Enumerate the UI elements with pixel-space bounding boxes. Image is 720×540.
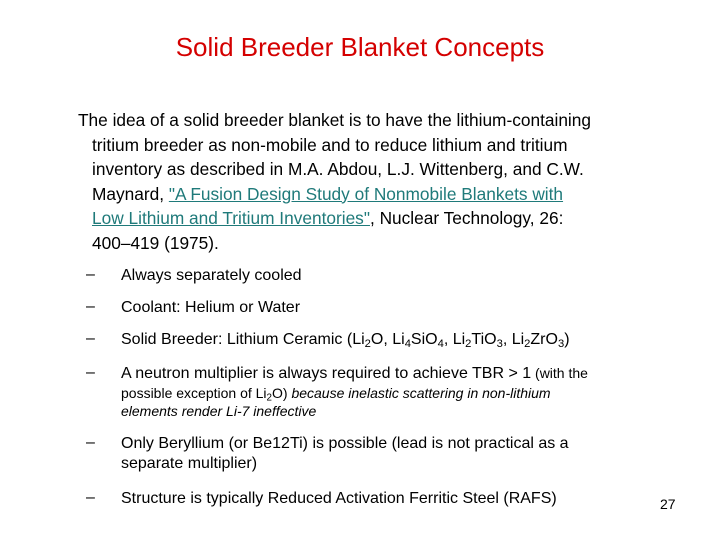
intro-line-3: inventory as described in M.A. Abdou, L.J. Wittenberg, and C.W.	[92, 159, 584, 179]
intro-paragraph	[78, 108, 688, 255]
bullet-text: Structure is typically Reduced Activation Ferritic Steel (RAFS)	[121, 490, 557, 507]
intro-line-6: 400–419 (1975).	[92, 232, 219, 253]
intro-line-4-text: Maynard,	[92, 183, 169, 204]
reference-link-part-1[interactable]: "A Fusion Design Study of Nonmobile Blankets with	[168, 183, 564, 204]
bullet-text: Solid Breeder: Lithium Ceramic ($Li_2O$, $Li_4SiO_4$, $Li_2TiO_3$, $Li_2ZrO_3$)	[121, 331, 570, 350]
bullet-text: Coolant: Helium or Water	[121, 299, 301, 316]
bullet-text: A neutron multiplier is always required to achieve TBR > 1 (with the possible exception of $Li_2O$) because inelastic scattering in non-lithium elements render Li-7 ineffective	[121, 365, 588, 419]
slide-title: Solid Breeder Blanket Concepts	[175, 32, 545, 62]
bullet-text: Only Beryllium (or Be12Ti) is possible (lead is not practical as a separate multiplier)	[121, 435, 569, 472]
bullet-text: Always separately cooled	[121, 267, 302, 284]
page-number: 27	[660, 496, 676, 512]
intro-line-5-text: , Nuclear Technology, 26:	[369, 208, 564, 228]
bullet-dash: –	[86, 434, 95, 451]
intro-line-1: The idea of a solid breeder blanket is to have the lithium-containing	[78, 110, 591, 130]
intro-line-4	[78, 182, 688, 207]
bullet-dash: –	[86, 266, 95, 283]
intro-line-2: tritium breeder as non-mobile and to reduce lithium and tritium	[92, 134, 568, 155]
bullet-dash: –	[86, 298, 95, 315]
intro-line-5	[78, 206, 688, 231]
bullet-dash: –	[86, 489, 95, 506]
bullet-dash: –	[86, 330, 95, 347]
bullet-dash: –	[86, 364, 95, 381]
reference-link-part-2[interactable]: Low Lithium and Tritium Inventories"	[92, 208, 370, 228]
